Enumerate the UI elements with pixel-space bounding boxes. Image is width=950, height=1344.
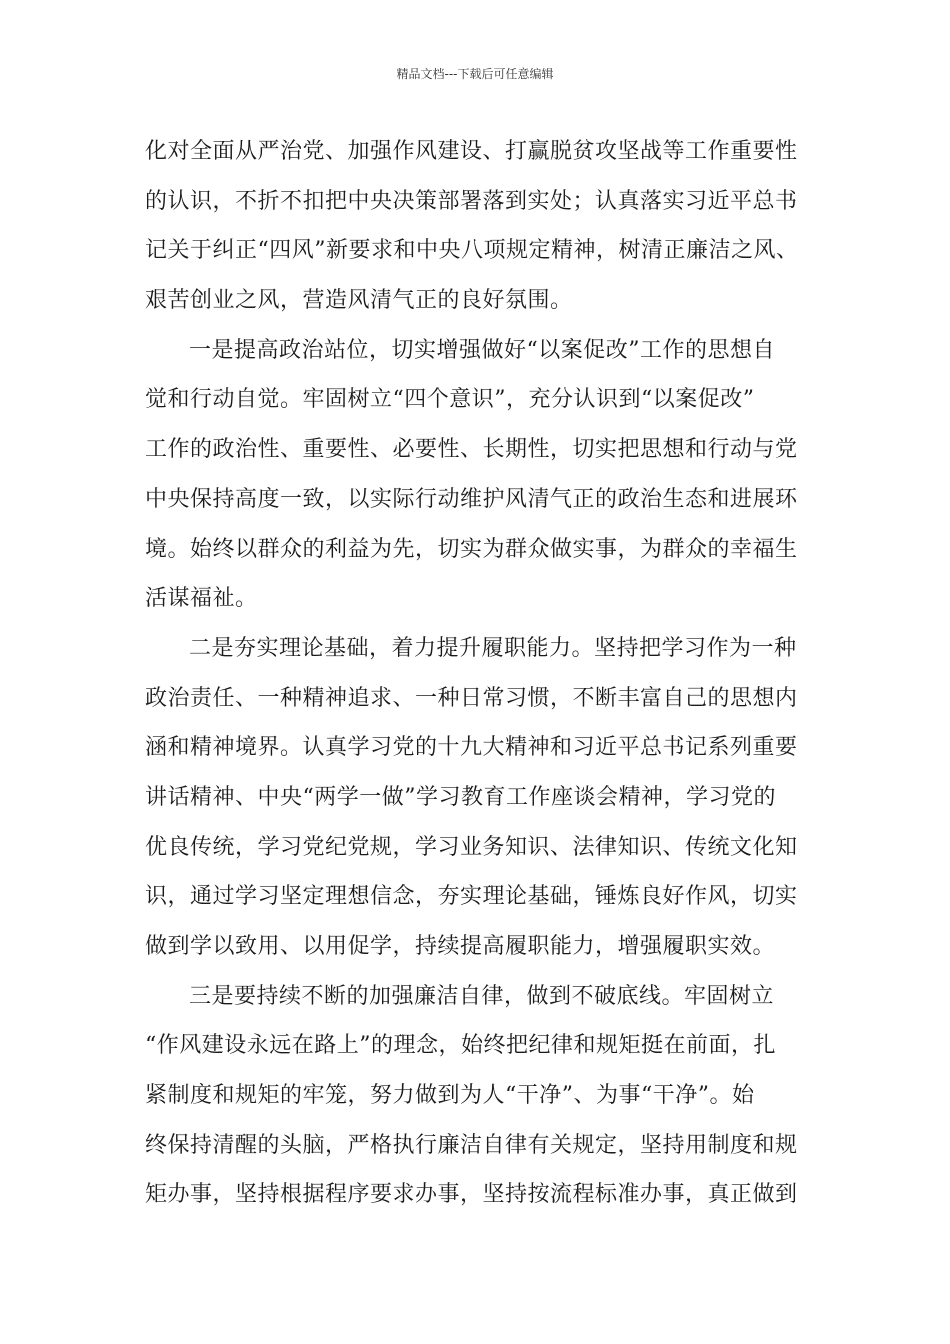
text-line: 记关于纠正“四风”新要求和中央八项规定精神，树清正廉洁之风、	[145, 238, 799, 264]
text-line: 的认识，不折不扣把中央决策部署落到实处；认真落实习近平总书	[145, 188, 798, 214]
paragraph-first-line: 一是提高政治站位，切实增强做好“以案促改”工作的思想自	[189, 337, 775, 363]
text-line: 优良传统，学习党纪党规，学习业务知识、法律知识、传统文化知	[145, 834, 798, 860]
paragraph-first-line: 三是要持续不断的加强廉洁自律，做到不破底线。牢固树立	[189, 983, 775, 1009]
text-line: 化对全面从严治党、加强作风建设、打赢脱贫攻坚战等工作重要性	[145, 139, 798, 164]
text-line: 做到学以致用、以用促学，持续提高履职能力，增强履职实效。	[145, 934, 776, 959]
text-line: 政治责任、一种精神追求、一种日常习惯，不断丰富自己的思想内	[145, 685, 798, 711]
text-line: 终保持清醒的头脑，严格执行廉洁自律有关规定，坚持用制度和规	[145, 1132, 798, 1158]
text-line: 讲话精神、中央“两学一做”学习教育工作座谈会精神，学习党的	[145, 784, 776, 810]
text-line: “作风建设永远在路上”的理念，始终把纪律和规矩挺在前面，扎	[145, 1033, 776, 1059]
text-line: 境。始终以群众的利益为先，切实为群众做实事，为群众的幸福生	[145, 536, 798, 562]
text-line: 觉和行动自觉。牢固树立“四个意识”，充分认识到“以案促改”	[145, 387, 755, 413]
text-line: 活谋福祉。	[145, 586, 258, 612]
text-line: 识，通过学习坚定理想信念，夯实理论基础，锤炼良好作风，切实	[145, 884, 798, 910]
text-line: 工作的政治性、重要性、必要性、长期性，切实把思想和行动与党	[145, 437, 798, 463]
body-text	[145, 127, 805, 1220]
page-header: 精品文档---下载后可任意编辑	[396, 67, 554, 81]
paragraph-first-line: 二是夯实理论基础，着力提升履职能力。坚持把学习作为一种	[189, 635, 797, 661]
text-line: 艰苦创业之风，营造风清气正的良好氛围。	[145, 288, 573, 314]
text-line: 涵和精神境界。认真学习党的十九大精神和习近平总书记系列重要	[145, 735, 798, 761]
text-line: 紧制度和规矩的牢笼，努力做到为人“干净”、为事“干净”。始	[145, 1083, 755, 1109]
text-line: 中央保持高度一致，以实际行动维护风清气正的政治生态和进展环	[145, 486, 798, 512]
text-line: 矩办事，坚持根据程序要求办事，坚持按流程标准办事，真正做到	[145, 1182, 798, 1208]
